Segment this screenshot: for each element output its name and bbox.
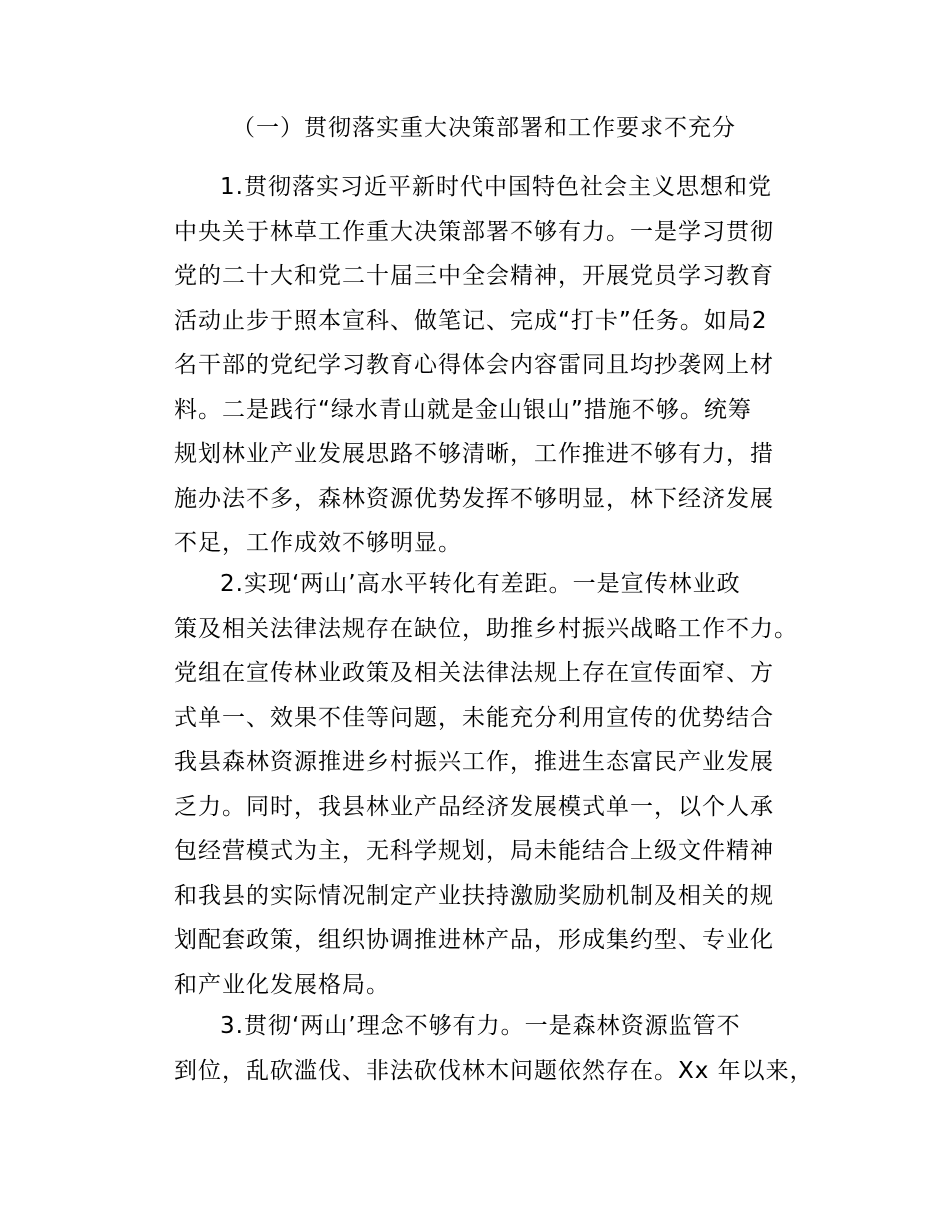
paragraph-line: 乏力。同时，我县林业产品经济发展模式单一，以个人承: [174, 793, 774, 820]
paragraph-line: 1.贯彻落实习近平新时代中国特色社会主义思想和党: [220, 174, 772, 200]
paragraph-line: 中央关于林草工作重大决策部署不够有力。一是学习贯彻: [174, 218, 774, 245]
paragraph-line: 料。二是践行“绿水青山就是金山银山”措施不够。统筹: [174, 396, 752, 423]
paragraph-line: 划配套政策，组织协调推进林产品，形成集约型、专业化: [174, 927, 774, 953]
paragraph-line: 施办法不多，森林资源优势发挥不够明显，林下经济发展: [174, 485, 774, 512]
paragraph-line: 党组在宣传林业政策及相关法律法规上存在宣传面窄、方: [174, 660, 774, 686]
paragraph-3: [174, 1004, 814, 1093]
paragraph-line: 和我县的实际情况制定产业扶持激励奖励机制及相关的规: [174, 882, 774, 909]
paragraph-line: 活动止步于照本宣科、做笔记、完成“打卡”任务。如局2: [174, 307, 768, 334]
paragraph-1: [174, 165, 796, 566]
paragraph-line: 策及相关法律法规存在缺位，助推乡村振兴战略工作不力。: [174, 615, 798, 642]
paragraph-line: 到位，乱砍滥伐、非法砍伐林木问题依然存在。Xx 年以来，: [174, 1057, 814, 1084]
paragraph-line: 包经营模式为主，无科学规划，局未能结合上级文件精神: [174, 838, 774, 864]
section-heading: （一）贯彻落实重大决策部署和工作要求不充分: [232, 115, 736, 141]
paragraph-line: 3.贯彻‘两山’理念不够有力。一是森林资源监管不: [220, 1013, 741, 1039]
paragraph-2: [174, 562, 796, 1007]
paragraph-line: 2.实现‘两山’高水平转化有差距。一是宣传林业政: [220, 571, 741, 597]
paragraph-line: 我县森林资源推进乡村振兴工作，推进生态富民产业发展: [174, 749, 774, 775]
paragraph-line: 和产业化发展格局。: [174, 971, 390, 998]
paragraph-line: 式单一、效果不佳等问题，未能充分利用宣传的优势结合: [174, 704, 774, 731]
paragraph-line: 规划林业产业发展思路不够清晰，工作推进不够有力，措: [174, 441, 774, 467]
paragraph-line: 名干部的党纪学习教育心得体会内容雷同且均抄袭网上材: [174, 352, 774, 378]
paragraph-line: 党的二十大和党二十届三中全会精神，开展党员学习教育: [174, 263, 774, 289]
paragraph-line: 不足，工作成效不够明显。: [174, 530, 462, 556]
